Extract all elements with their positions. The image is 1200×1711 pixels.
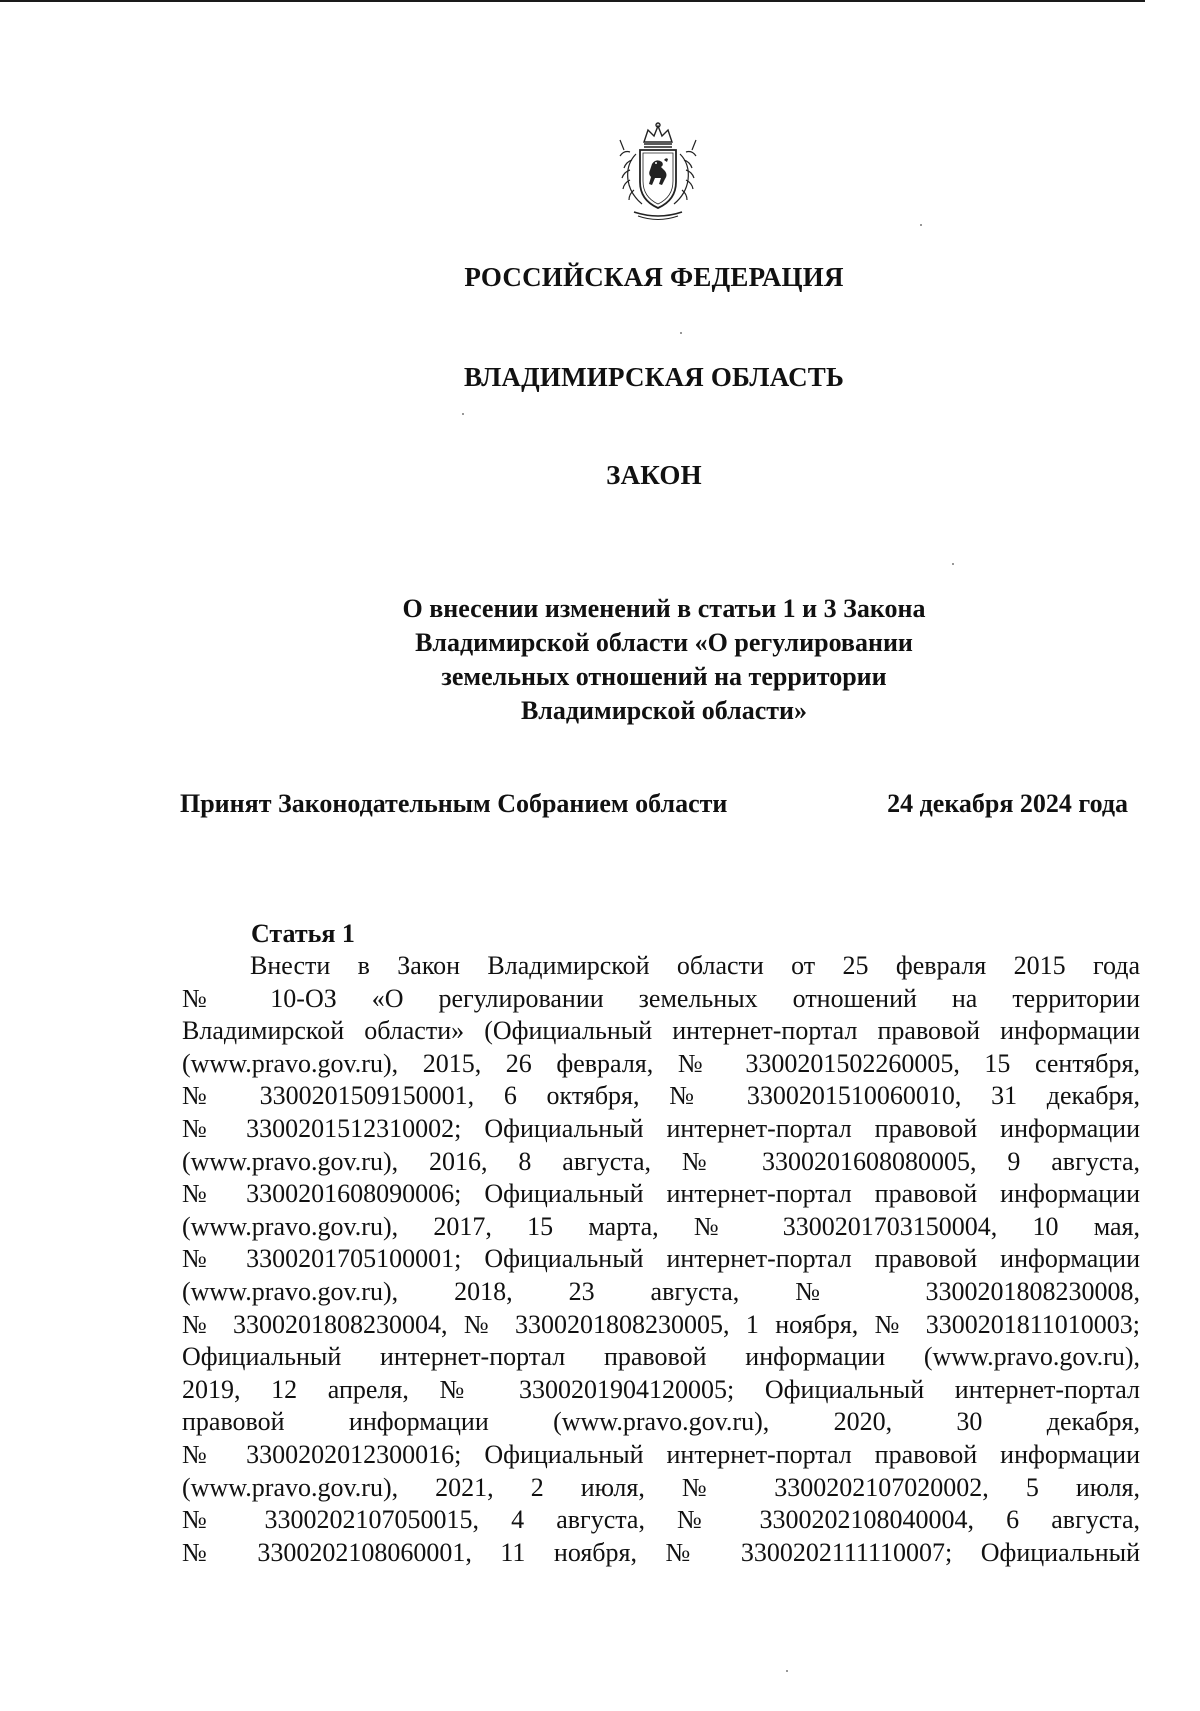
article-line: (www.pravo.gov.ru), 2017, 15 марта, № 3300201703150004, 10 мая,	[182, 1211, 1140, 1241]
article-line: Владимирской области» (Официальный интернет-портал правовой информации	[182, 1016, 1140, 1046]
article-line: № 3300201608090006; Официальный интернет-портал правовой информации	[182, 1179, 1140, 1209]
law-title-line: земельных отношений на территории	[441, 662, 887, 691]
article-line: правовой информации (www.pravo.gov.ru), 2020, 30 декабря,	[182, 1407, 1140, 1437]
article-heading: Статья 1	[251, 919, 355, 948]
law-title	[354, 592, 974, 728]
top-border-line	[0, 0, 1145, 2]
article-line: Внести в Закон Владимирской области от 25 февраля 2015 года	[250, 951, 1140, 980]
article-line: № 10-ОЗ «О регулировании земельных отношений на территории	[182, 983, 1140, 1013]
country-heading: РОССИЙСКАЯ ФЕДЕРАЦИЯ	[464, 262, 844, 292]
article-line: № 3300201512310002; Официальный интернет-портал правовой информации	[182, 1113, 1140, 1143]
article-line: (www.pravo.gov.ru), 2015, 26 февраля, № 3300201502260005, 15 сентября,	[182, 1048, 1140, 1078]
article-line: (www.pravo.gov.ru), 2018, 23 августа, № 3300201808230008,	[182, 1276, 1140, 1306]
document-type-heading: ЗАКОН	[606, 460, 702, 490]
article-line: № 3300201509150001, 6 октября, № 3300201510060010, 31 декабря,	[182, 1081, 1140, 1111]
scan-speck	[920, 224, 922, 226]
law-title-line: Владимирской области»	[520, 696, 808, 725]
article-line: № 3300202012300016; Официальный интернет-портал правовой информации	[182, 1439, 1140, 1469]
scan-speck	[462, 413, 464, 415]
article-line: (www.pravo.gov.ru), 2016, 8 августа, № 3300201608080005, 9 августа,	[182, 1146, 1140, 1176]
article-line: № 3300201808230004, № 3300201808230005, 1 ноября, № 3300201811010003;	[182, 1309, 1140, 1339]
law-title-line: О внесении изменений в статьи 1 и 3 Закона	[402, 594, 926, 623]
adoption-date: 24 декабря 2024 года	[887, 789, 1128, 818]
law-title-line: Владимирской области «О регулировании	[415, 628, 913, 657]
article-line: № 3300202108060001, 11 ноября, № 3300202111110007; Официальный	[182, 1537, 1140, 1567]
article-line: № 3300202107050015, 4 августа, № 3300202108040004, 6 августа,	[182, 1505, 1140, 1535]
article-line: № 3300201705100001; Официальный интернет-портал правовой информации	[182, 1244, 1140, 1274]
article-line: Официальный интернет-портал правовой информации (www.pravo.gov.ru),	[182, 1342, 1140, 1372]
article-body	[182, 950, 1140, 1569]
region-heading: ВЛАДИМИРСКАЯ ОБЛАСТЬ	[463, 362, 845, 392]
scan-speck	[952, 563, 954, 565]
article-line: (www.pravo.gov.ru), 2021, 2 июля, № 3300202107020002, 5 июля,	[182, 1472, 1140, 1502]
coat-of-arms-icon	[604, 120, 712, 224]
adoption-label: Принят Законодательным Собранием области	[180, 789, 728, 818]
scan-speck	[786, 1670, 788, 1672]
article-line: 2019, 12 апреля, № 3300201904120005; Официальный интернет-портал	[182, 1374, 1140, 1404]
scan-speck	[680, 332, 682, 334]
